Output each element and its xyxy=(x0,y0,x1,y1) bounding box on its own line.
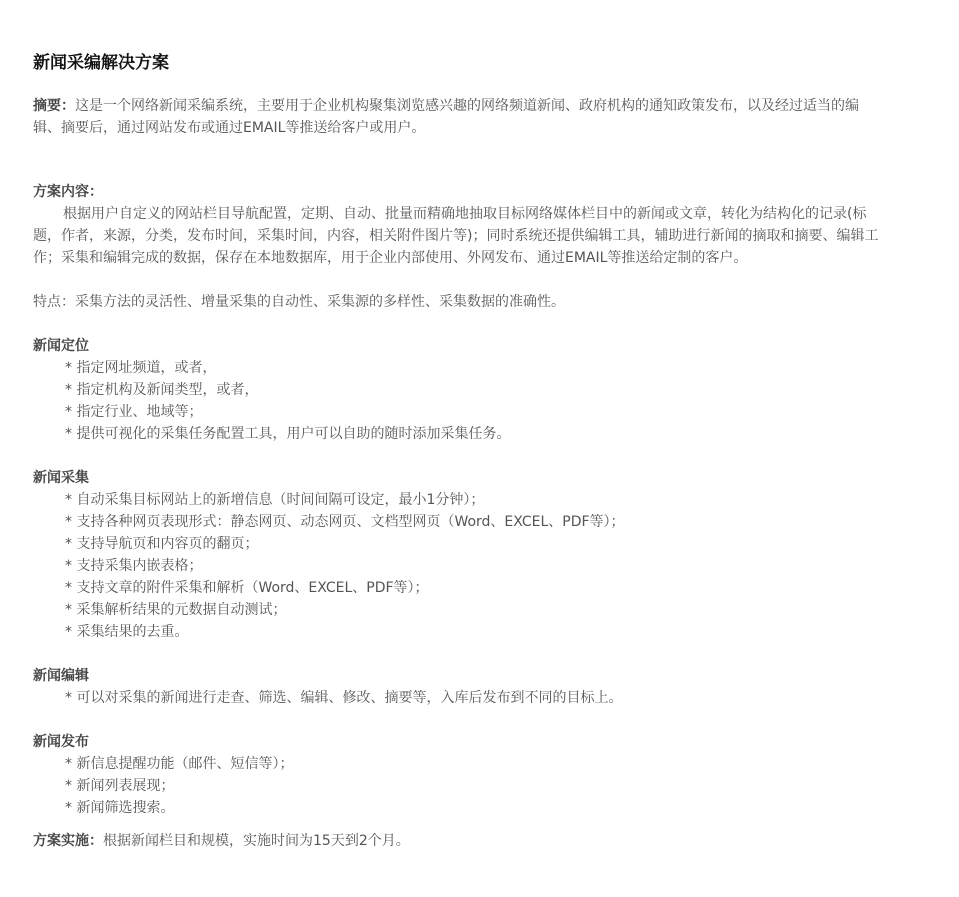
implementation-text: 根据新闻栏目和规模，实施时间为15天到2个月。 xyxy=(103,833,410,849)
list-item: * 支持文章的附件采集和解析（Word、EXCEL、PDF等）； xyxy=(65,580,429,596)
page-title: 新闻采编解决方案 xyxy=(33,53,169,73)
content-body: 根据用户自定义的网站栏目导航配置，定期、自动、批量而精确地抽取目标网络媒体栏目中的新闻或文章，转化为结构化的记录(标题，作者，来源，分类，发布时间，采集时间，内容，相关附件图片等)；同时系统还提供编辑工具，辅助进行新闻的摘取和摘要、编辑工作；采集和编辑完成的数据，保存在本地数据库，用于企业内部使用、外网发布、通过EMAIL等推送给定制的客户。 xyxy=(33,206,879,266)
summary-paragraph xyxy=(33,95,883,139)
section-title: 新闻定位 xyxy=(33,338,89,354)
list-item: * 支持导航页和内容页的翻页； xyxy=(65,536,259,552)
section-title: 新闻编辑 xyxy=(33,668,89,684)
section-items xyxy=(33,357,959,445)
section-title: 新闻发布 xyxy=(33,734,89,750)
section-news-positioning xyxy=(33,335,959,445)
content-heading xyxy=(33,181,883,203)
list-item: * 新闻列表展现； xyxy=(65,778,175,794)
list-item: * 指定机构及新闻类型，或者， xyxy=(65,382,259,398)
section-news-collection xyxy=(33,467,959,643)
list-item: * 自动采集目标网站上的新增信息（时间间隔可设定，最小1分钟）； xyxy=(65,492,485,508)
section-news-editing xyxy=(33,665,959,709)
implementation-paragraph xyxy=(33,830,883,852)
implementation-label: 方案实施： xyxy=(33,833,103,849)
list-item: * 支持各种网页表现形式：静态网页、动态网页、文档型网页（Word、EXCEL、PDF等）； xyxy=(65,514,625,530)
list-item: * 可以对采集的新闻进行走查、筛选、编辑、修改、摘要等，入库后发布到不同的目标上。 xyxy=(65,690,623,706)
list-item: * 采集结果的去重。 xyxy=(65,624,189,640)
list-item: * 新闻筛选搜索。 xyxy=(65,800,175,816)
list-item: * 指定网址频道，或者， xyxy=(65,360,217,376)
section-title: 新闻采集 xyxy=(33,470,89,486)
content-label: 方案内容： xyxy=(33,184,103,200)
section-news-publishing xyxy=(33,731,959,819)
section-items xyxy=(33,687,959,709)
section-items xyxy=(33,489,959,643)
list-item: * 采集解析结果的元数据自动测试； xyxy=(65,602,287,618)
list-item: * 新信息提醒功能（邮件、短信等）； xyxy=(65,756,294,772)
list-item: * 提供可视化的采集任务配置工具，用户可以自助的随时添加采集任务。 xyxy=(65,426,511,442)
section-items xyxy=(33,753,959,819)
summary-label: 摘要： xyxy=(33,98,75,114)
summary-text: 这是一个网络新闻采编系统，主要用于企业机构聚集浏览感兴趣的网络频道新闻、政府机构的通知政策发布，以及经过适当的编辑、摘要后，通过网站发布或通过EMAIL等推送给客户或用户。 xyxy=(33,98,859,136)
list-item: * 支持采集内嵌表格； xyxy=(65,558,203,574)
list-item: * 指定行业、地域等； xyxy=(65,404,203,420)
features-paragraph: 特点：采集方法的灵活性、增量采集的自动性、采集源的多样性、采集数据的准确性。 xyxy=(33,294,565,310)
